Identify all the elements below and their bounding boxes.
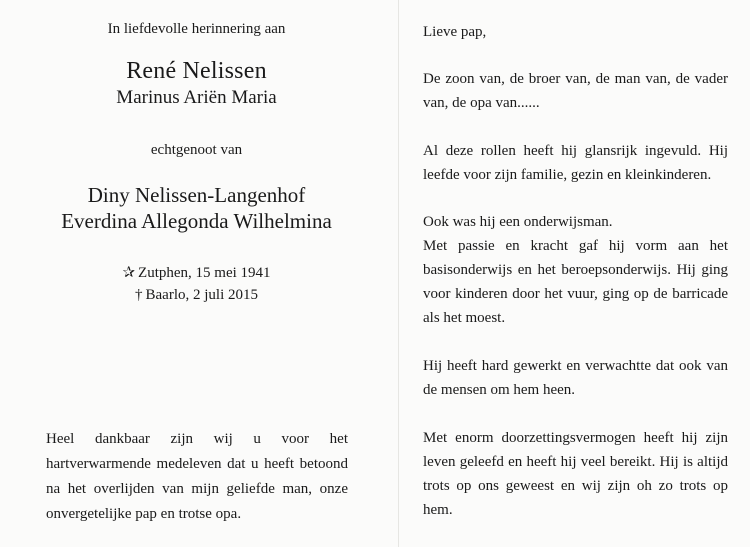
spouse-name: Diny Nelissen-Langenhof: [87, 183, 306, 207]
spouse-label: echtgenoot van: [150, 142, 243, 158]
deceased-given-names: Marinus Ariën Maria: [116, 87, 277, 108]
paragraph-pride: Met enorm doorzettingsvermogen heeft hij zijn leven geleefd en heeft hij veel bereikt. Hij is altijd trots op ons geweest en wij zijn oh zo trots op hem.: [423, 430, 728, 518]
thanks-paragraph: Heel dankbaar zijn wij u voor het hartverwarmende medeleven dat u heeft betoond na het overlijden van mijn geliefde man, onze onvergetelijke pap en trotse opa.: [46, 431, 348, 522]
paragraph-education-intro: Ook was hij een onderwijsman.: [423, 214, 613, 230]
birth-line: [0, 263, 393, 282]
deceased-name: René Nelissen: [126, 58, 267, 84]
greeting: Lieve pap,: [423, 24, 487, 40]
paragraph-education: [423, 210, 728, 330]
spouse-given-names: Everdina Allegonda Wilhelmina: [61, 209, 332, 233]
fold-divider: [398, 0, 399, 547]
death-line: [0, 287, 393, 304]
paragraph-family: Al deze rollen heeft hij glansrijk ingevuld. Hij leefde voor zijn familie, gezin en kleinkinderen.: [423, 143, 728, 183]
star-icon: ✰: [122, 265, 136, 281]
birth-place-date: Zutphen, 15 mei 1941: [138, 265, 271, 281]
paragraph-work: Hij heeft hard gewerkt en verwachtte dat ook van de mensen om hem heen.: [423, 358, 728, 398]
intro-text: In liefdevolle herinnering aan: [107, 21, 286, 37]
cross-icon: †: [135, 287, 143, 303]
paragraph-education-body: Met passie en kracht gaf hij vorm aan het basisonderwijs en het beroepsonderwijs. Hij ging voor kinderen door het vuur, ging op de barricade als het moest.: [423, 238, 728, 326]
right-panel: [403, 0, 750, 547]
paragraph-roles: De zoon van, de broer van, de man van, de vader van, de opa van......: [423, 71, 728, 111]
death-place-date: Baarlo, 2 juli 2015: [145, 287, 258, 303]
